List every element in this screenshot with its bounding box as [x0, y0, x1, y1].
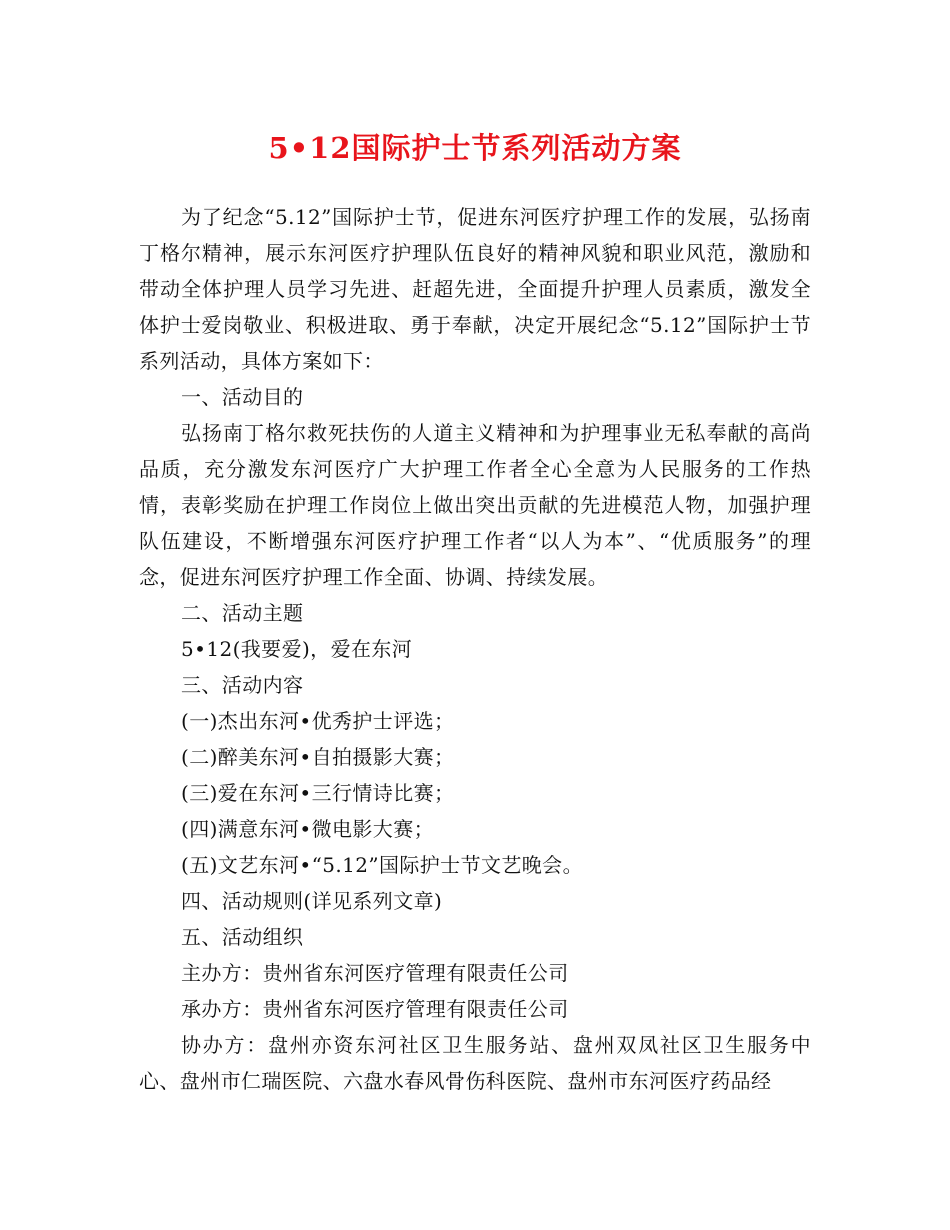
section-heading-theme: 二、活动主题 [181, 601, 304, 625]
content-item: (一)杰出东河•优秀护士评选； [181, 709, 455, 733]
document-body [139, 199, 811, 1099]
document-title: 5•12国际护士节系列活动方案 [268, 131, 682, 165]
undertaker-line: 承办方：贵州省东河医疗管理有限责任公司 [181, 997, 569, 1021]
co-organizer-paragraph: 协办方：盘州亦资东河社区卫生服务站、盘州双凤社区卫生服务中心、盘州市仁瑞医院、六盘水春风骨伤科医院、盘州市东河医疗药品经 [139, 1033, 811, 1093]
content-item: (二)醉美东河•自拍摄影大赛； [181, 745, 455, 769]
content-item: (五)文艺东河•“5.12”国际护士节文艺晚会。 [181, 853, 583, 877]
section-heading-purpose: 一、活动目的 [181, 385, 304, 409]
section-heading-rules: 四、活动规则(详见系列文章) [181, 889, 443, 913]
intro-paragraph: 为了纪念“5.12”国际护士节，促进东河医疗护理工作的发展，弘扬南丁格尔精神，展示东河医疗护理队伍良好的精神风貌和职业风范，激励和带动全体护理人员学习先进、赶超先进，全面提升护理人员素质，激发全体护士爱岗敬业、积极进取、勇于奉献，决定开展纪念“5.12”国际护士节系列活动，具体方案如下： [139, 205, 811, 373]
organizer-line: 主办方：贵州省东河医疗管理有限责任公司 [181, 961, 569, 985]
content-item: (四)满意东河•微电影大赛； [181, 817, 435, 841]
theme-paragraph: 5•12(我要爱)，爱在东河 [181, 637, 413, 661]
content-item: (三)爱在东河•三行情诗比赛； [181, 781, 455, 805]
section-heading-organization: 五、活动组织 [181, 925, 304, 949]
section-heading-content: 三、活动内容 [181, 673, 304, 697]
purpose-paragraph: 弘扬南丁格尔救死扶伤的人道主义精神和为护理事业无私奉献的高尚品质，充分激发东河医疗广大护理工作者全心全意为人民服务的工作热情，表彰奖励在护理工作岗位上做出突出贡献的先进模范人物，加强护理队伍建设，不断增强东河医疗护理工作者“以人为本”、“优质服务”的理念，促进东河医疗护理工作全面、协调、持续发展。 [139, 421, 811, 589]
